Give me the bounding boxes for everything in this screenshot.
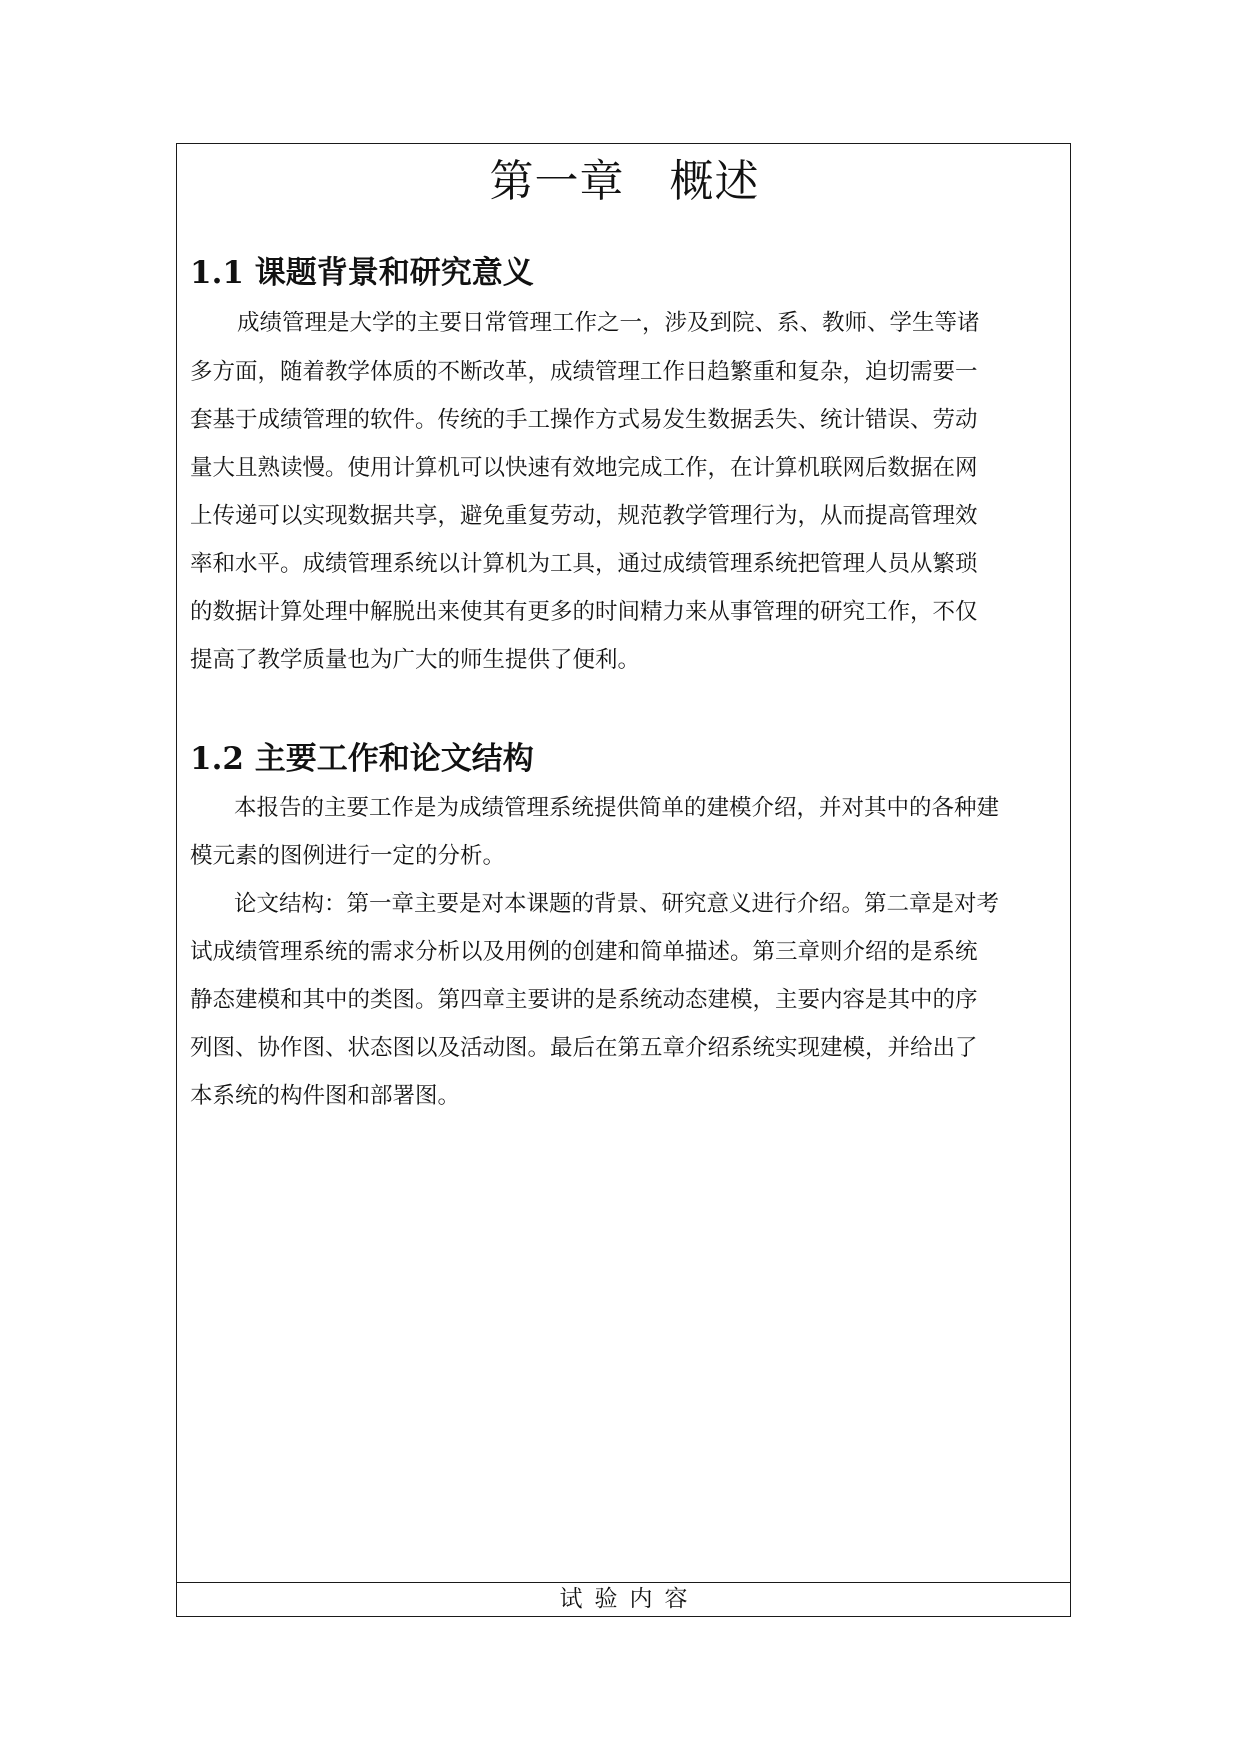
paragraph-line: 量大且熟读慢。使用计算机可以快速有效地完成工作，在计算机联网后数据在网 [190, 455, 978, 481]
section-heading-1-2: 1.2 主要工作和论文结构 [190, 741, 534, 777]
paragraph-line: 试成绩管理系统的需求分析以及用例的创建和简单描述。第三章则介绍的是系统 [190, 939, 978, 965]
paragraph-line: 论文结构：第一章主要是对本课题的背景、研究意义进行介绍。第二章是对考 [234, 891, 1000, 917]
chapter-title: 第一章 概述 [489, 156, 760, 207]
document-frame [176, 143, 1071, 1617]
paragraph-line: 静态建模和其中的类图。第四章主要讲的是系统动态建模，主要内容是其中的序 [190, 987, 978, 1013]
paragraph-line: 列图、协作图、状态图以及活动图。最后在第五章介绍系统实现建模，并给出了 [190, 1035, 978, 1061]
paragraph-line: 率和水平。成绩管理系统以计算机为工具，通过成绩管理系统把管理人员从繁琐 [190, 551, 978, 577]
paragraph-line: 上传递可以实现数据共享，避免重复劳动，规范教学管理行为，从而提高管理效 [190, 503, 978, 529]
paragraph-line: 成绩管理是大学的主要日常管理工作之一，涉及到院、系、教师、学生等诸 [237, 310, 980, 336]
paragraph-line: 本报告的主要工作是为成绩管理系统提供简单的建模介绍，并对其中的各种建 [234, 795, 1000, 821]
section-heading-1-1: 1.1 课题背景和研究意义 [190, 255, 534, 291]
footer-label: 试验内容 [177, 1582, 1070, 1616]
paragraph-line: 套基于成绩管理的软件。传统的手工操作方式易发生数据丢失、统计错误、劳动 [190, 407, 978, 433]
paragraph-line: 提高了教学质量也为广大的师生提供了便利。 [190, 647, 641, 673]
paragraph-line: 多方面，随着教学体质的不断改革，成绩管理工作日趋繁重和复杂，迫切需要一 [190, 359, 978, 385]
paragraph-line: 模元素的图例进行一定的分析。 [190, 843, 506, 869]
paragraph-line: 本系统的构件图和部署图。 [190, 1083, 461, 1109]
paragraph-line: 的数据计算处理中解脱出来使其有更多的时间精力来从事管理的研究工作，不仅 [190, 599, 978, 625]
